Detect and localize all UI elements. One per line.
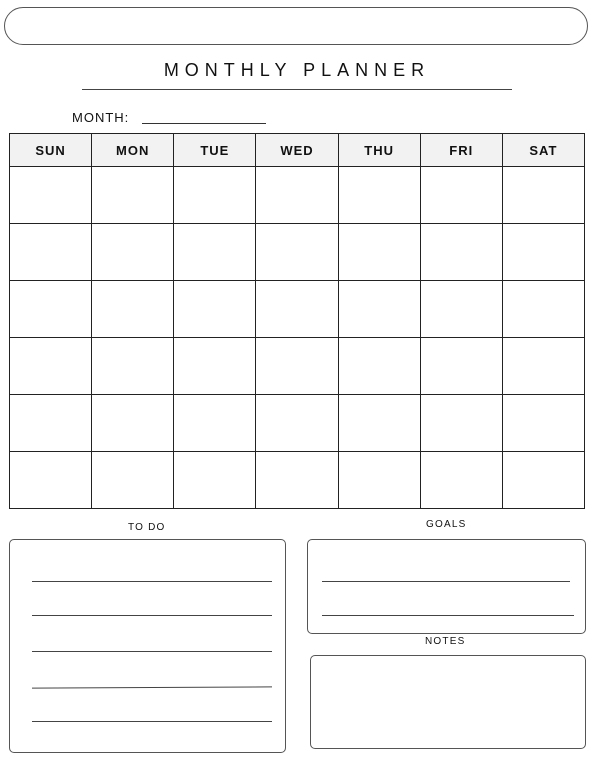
weekday-fri: FRI: [420, 134, 502, 167]
day-cell[interactable]: [256, 338, 338, 395]
day-cell[interactable]: [338, 167, 420, 224]
day-cell[interactable]: [256, 395, 338, 452]
day-cell[interactable]: [338, 395, 420, 452]
todo-line[interactable]: [32, 581, 272, 582]
todo-label: TO DO: [128, 522, 166, 533]
todo-box[interactable]: [9, 539, 286, 753]
month-input-line[interactable]: [142, 123, 266, 124]
day-cell[interactable]: [420, 395, 502, 452]
day-cell[interactable]: [10, 338, 92, 395]
goals-line[interactable]: [322, 581, 570, 582]
week-row: [10, 167, 585, 224]
page-title: MONTHLY PLANNER: [163, 60, 431, 80]
day-cell[interactable]: [10, 395, 92, 452]
day-cell[interactable]: [256, 167, 338, 224]
day-cell[interactable]: [174, 224, 256, 281]
day-cell[interactable]: [420, 281, 502, 338]
day-cell[interactable]: [420, 452, 502, 509]
day-cell[interactable]: [10, 452, 92, 509]
day-cell[interactable]: [92, 281, 174, 338]
day-cell[interactable]: [92, 395, 174, 452]
day-cell[interactable]: [256, 224, 338, 281]
day-cell[interactable]: [338, 338, 420, 395]
day-cell[interactable]: [420, 167, 502, 224]
day-cell[interactable]: [256, 452, 338, 509]
day-cell[interactable]: [502, 395, 584, 452]
weekday-mon: MON: [92, 134, 174, 167]
goals-line[interactable]: [322, 615, 574, 616]
todo-line[interactable]: [32, 615, 272, 616]
day-cell[interactable]: [502, 281, 584, 338]
day-cell[interactable]: [338, 452, 420, 509]
goals-box[interactable]: [307, 539, 586, 634]
day-cell[interactable]: [92, 224, 174, 281]
day-cell[interactable]: [338, 281, 420, 338]
weekday-header-row: [10, 134, 585, 167]
week-row: [10, 338, 585, 395]
day-cell[interactable]: [10, 167, 92, 224]
week-row: [10, 281, 585, 338]
day-cell[interactable]: [420, 224, 502, 281]
day-cell[interactable]: [92, 452, 174, 509]
week-row: [10, 395, 585, 452]
day-cell[interactable]: [92, 167, 174, 224]
calendar-grid: [9, 133, 585, 509]
day-cell[interactable]: [502, 338, 584, 395]
calendar-body: [10, 167, 585, 509]
notes-label: NOTES: [425, 636, 466, 647]
day-cell[interactable]: [174, 395, 256, 452]
todo-line[interactable]: [32, 651, 272, 652]
weekday-sat: SAT: [502, 134, 584, 167]
day-cell[interactable]: [10, 224, 92, 281]
notes-box[interactable]: [310, 655, 586, 749]
day-cell[interactable]: [174, 452, 256, 509]
day-cell[interactable]: [338, 224, 420, 281]
weekday-wed: WED: [256, 134, 338, 167]
todo-line[interactable]: [32, 686, 272, 688]
day-cell[interactable]: [92, 338, 174, 395]
day-cell[interactable]: [420, 338, 502, 395]
day-cell[interactable]: [10, 281, 92, 338]
day-cell[interactable]: [174, 338, 256, 395]
day-cell[interactable]: [256, 281, 338, 338]
weekday-tue: TUE: [174, 134, 256, 167]
day-cell[interactable]: [174, 281, 256, 338]
week-row: [10, 224, 585, 281]
header-banner: [4, 7, 588, 45]
weekday-thu: THU: [338, 134, 420, 167]
week-row: [10, 452, 585, 509]
day-cell[interactable]: [174, 167, 256, 224]
day-cell[interactable]: [502, 167, 584, 224]
month-label: MONTH:: [72, 110, 130, 125]
todo-line[interactable]: [32, 721, 272, 722]
day-cell[interactable]: [502, 224, 584, 281]
day-cell[interactable]: [502, 452, 584, 509]
goals-label: GOALS: [426, 519, 467, 530]
weekday-sun: SUN: [10, 134, 92, 167]
title-underline: [82, 89, 512, 90]
